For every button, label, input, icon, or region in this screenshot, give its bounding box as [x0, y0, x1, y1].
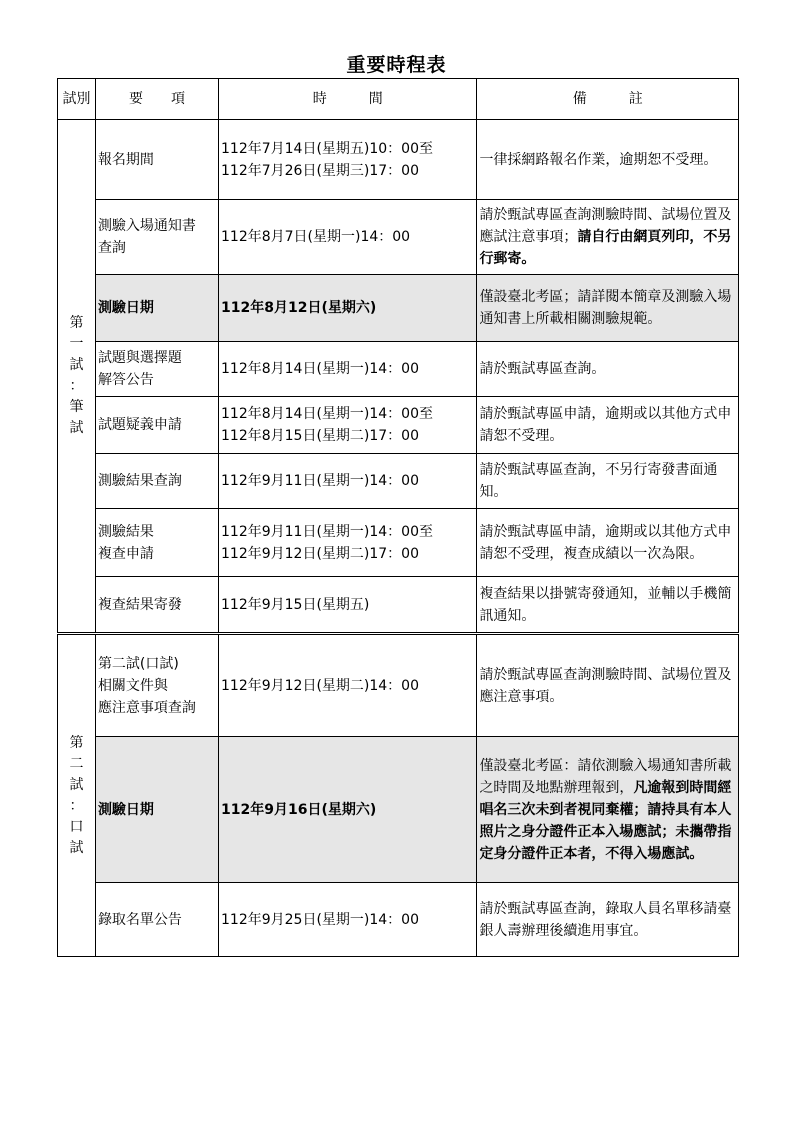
time-cell: 112年9月25日(星期一)14：00	[219, 883, 477, 957]
item-cell: 測驗結果查詢	[95, 454, 218, 509]
table-row	[58, 577, 739, 634]
time-cell: 112年8月7日(星期一)14：00	[219, 200, 477, 275]
note-bold-text: 請自行由網頁列印，不另行郵寄。	[479, 229, 732, 267]
table-row	[58, 342, 739, 397]
note-cell	[477, 577, 739, 634]
table-row	[58, 634, 739, 737]
note-cell	[477, 120, 739, 200]
table-row	[58, 454, 739, 509]
time-cell: 112年9月16日(星期六)	[219, 737, 477, 883]
time-cell: 112年8月12日(星期六)	[219, 275, 477, 342]
time-cell: 112年8月14日(星期一)14：00	[219, 342, 477, 397]
table-row	[58, 509, 739, 577]
note-text: 請於甄試專區查詢。	[479, 361, 606, 377]
schedule-table	[57, 78, 739, 957]
note-text: 僅設臺北考區：請依測驗入場通知書所載之時間及地點辦理報到，	[479, 757, 732, 796]
item-cell: 測驗入場通知書 查詢	[95, 200, 218, 275]
item-cell: 測驗結果 複查申請	[95, 509, 218, 577]
header-stage: 試別	[58, 79, 96, 120]
note-cell	[477, 509, 739, 577]
item-cell: 報名期間	[95, 120, 218, 200]
note-cell	[477, 397, 739, 454]
note-cell	[477, 737, 739, 883]
note-text: 請於甄試專區查詢，不另行寄發書面通知。	[479, 462, 718, 500]
stage-label: 第 二 試 ： 口 試	[58, 634, 96, 957]
header-item: 要 項	[95, 79, 218, 120]
time-cell: 112年7月14日(星期五)10：00至 112年7月26日(星期三)17：00	[219, 120, 477, 200]
item-cell: 試題疑義申請	[95, 397, 218, 454]
schedule-body	[58, 120, 739, 957]
page-title: 重要時程表	[346, 54, 447, 76]
note-bold-text: 凡逾報到時間經唱名三次未到者視同棄權；請持具有本人照片之身分證件正本入場應試；未攜帶指定身分證件正本者，不得入場應試。	[479, 779, 732, 862]
note-cell	[477, 634, 739, 737]
table-row	[58, 275, 739, 342]
table-row	[58, 120, 739, 200]
item-cell: 第二試(口試) 相關文件與 應注意事項查詢	[95, 634, 218, 737]
time-cell: 112年9月15日(星期五)	[219, 577, 477, 634]
time-cell: 112年8月14日(星期一)14：00至 112年8月15日(星期二)17：00	[219, 397, 477, 454]
stage-label: 第 一 試 ： 筆 試	[58, 120, 96, 634]
item-cell: 錄取名單公告	[95, 883, 218, 957]
table-row	[58, 397, 739, 454]
item-cell: 試題與選擇題 解答公告	[95, 342, 218, 397]
note-text: 請於甄試專區查詢測驗時間、試場位置及應試注意事項；	[479, 207, 732, 245]
table-row	[58, 737, 739, 883]
item-cell: 測驗日期	[95, 275, 218, 342]
table-row	[58, 883, 739, 957]
header-note: 備 註	[477, 79, 739, 120]
item-cell: 測驗日期	[95, 737, 218, 883]
note-cell	[477, 342, 739, 397]
note-text: 請於甄試專區查詢，錄取人員名單移請臺銀人壽辦理後續進用事宜。	[479, 900, 732, 939]
header-row	[58, 79, 739, 120]
note-text: 複查結果以掛號寄發通知，並輔以手機簡訊通知。	[479, 585, 732, 624]
time-cell: 112年9月12日(星期二)14：00	[219, 634, 477, 737]
note-text: 請於甄試專區查詢測驗時間、試場位置及應注意事項。	[479, 666, 732, 705]
table-row	[58, 200, 739, 275]
item-cell: 複查結果寄發	[95, 577, 218, 634]
note-cell	[477, 200, 739, 275]
header-time: 時 間	[219, 79, 477, 120]
time-cell: 112年9月11日(星期一)14：00至 112年9月12日(星期二)17：00	[219, 509, 477, 577]
note-cell	[477, 275, 739, 342]
note-cell	[477, 454, 739, 509]
note-cell	[477, 883, 739, 957]
note-text: 僅設臺北考區；請詳閱本簡章及測驗入場通知書上所載相關測驗規範。	[479, 289, 732, 327]
note-text: 請於甄試專區申請，逾期或以其他方式申請恕不受理。	[479, 406, 732, 444]
time-cell: 112年9月11日(星期一)14：00	[219, 454, 477, 509]
note-text: 一律採網路報名作業，逾期恕不受理。	[479, 151, 718, 168]
note-text: 請於甄試專區申請，逾期或以其他方式申請恕不受理，複查成績以一次為限。	[479, 523, 732, 562]
